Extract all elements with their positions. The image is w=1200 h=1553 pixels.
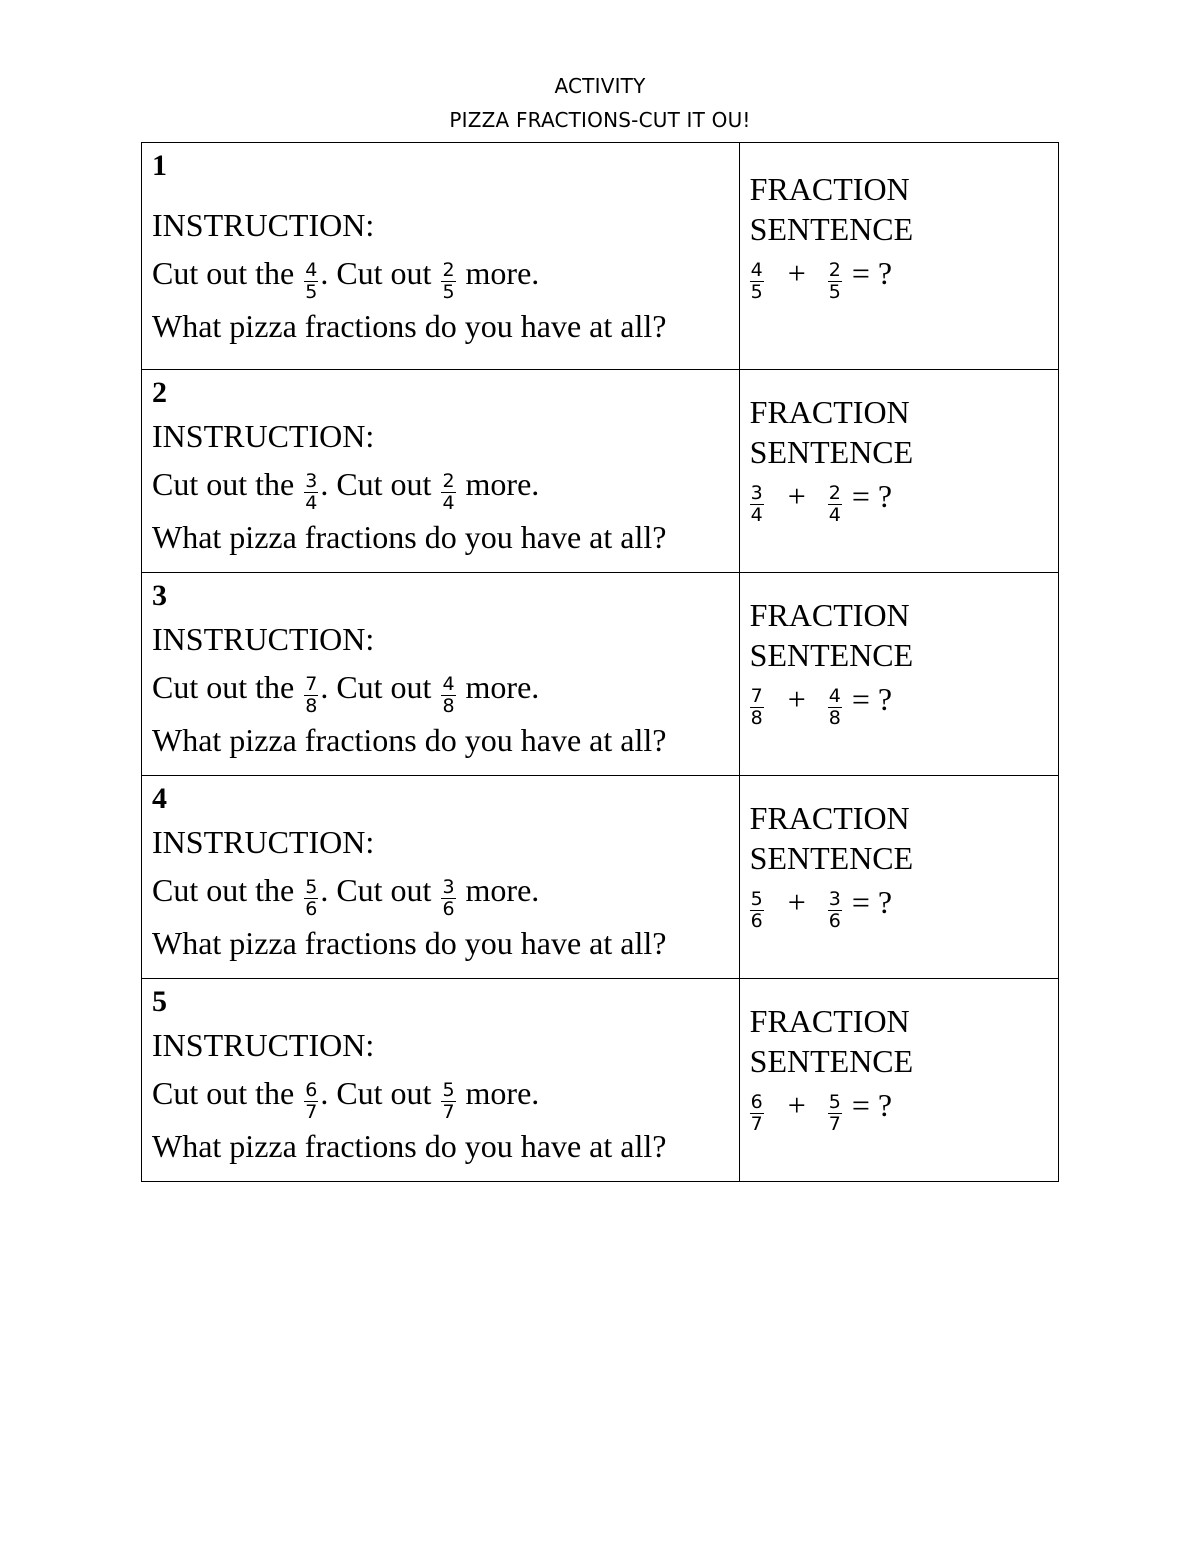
numerator: 3 [442,876,455,898]
fraction [304,472,318,513]
cut-out-the-text: Cut out the [152,872,295,908]
denominator: 7 [828,1113,841,1135]
denominator: 4 [442,492,455,514]
fraction [750,261,764,302]
fraction-equation [750,878,1048,931]
fraction [828,1093,842,1134]
more-text: more. [465,255,540,291]
sentence-heading: SENTENCE [749,840,914,876]
instruction-cell [142,143,740,370]
cut-out-text: . Cut out [320,466,432,502]
fraction [750,890,764,931]
numerator: 4 [828,685,841,707]
fraction [304,1081,318,1122]
item-number: 4 [152,782,167,815]
instruction-cell [142,979,740,1182]
plus-sign: + [787,478,806,514]
numerator: 5 [828,1091,841,1113]
more-text: more. [465,872,540,908]
fraction [304,878,318,919]
plus-sign: + [787,1087,806,1123]
fraction [828,890,842,931]
question-text: What pizza fractions do you have at all? [152,1128,667,1164]
fraction-sentence-cell [739,143,1058,370]
numerator: 6 [750,1091,763,1113]
numerator: 3 [750,482,763,504]
numerator: 2 [442,259,455,281]
instruction-label: INSTRUCTION: [152,621,375,657]
numerator: 4 [305,259,318,281]
numerator: 5 [750,888,763,910]
item-number: 2 [152,376,167,409]
fraction-sentence-cell [739,979,1058,1182]
sentence-heading: SENTENCE [749,637,914,673]
fraction-sentence-cell [739,573,1058,776]
instruction-text [152,249,729,302]
instruction-label: INSTRUCTION: [152,418,375,454]
instruction-text [152,460,729,513]
denominator: 4 [305,492,318,514]
cut-out-the-text: Cut out the [152,466,295,502]
denominator: 8 [750,707,763,729]
fraction [441,472,455,513]
equals-question: = ? [851,884,893,920]
item-number: 5 [152,985,167,1018]
cut-out-the-text: Cut out the [152,1075,295,1111]
numerator: 7 [750,685,763,707]
cut-out-text: . Cut out [320,255,432,291]
question-text: What pizza fractions do you have at all? [152,519,667,555]
denominator: 5 [828,281,841,303]
denominator: 6 [305,898,318,920]
denominator: 8 [442,695,455,717]
fraction [828,687,842,728]
equals-question: = ? [851,1087,893,1123]
fraction-equation [750,675,1048,728]
denominator: 4 [828,504,841,526]
numerator: 4 [750,259,763,281]
activity-row [142,143,1059,370]
numerator: 4 [442,673,455,695]
sentence-heading: SENTENCE [749,434,914,470]
sentence-heading: SENTENCE [749,211,914,247]
numerator: 2 [828,259,841,281]
fraction-equation [750,472,1048,525]
fraction-heading: FRACTION [749,597,910,633]
fraction [750,484,764,525]
activity-row [142,979,1059,1182]
fraction [304,261,318,302]
denominator: 6 [442,898,455,920]
fraction [750,1093,764,1134]
plus-sign: + [787,255,806,291]
equals-question: = ? [851,255,893,291]
instruction-cell [142,776,740,979]
fraction [828,261,842,302]
fraction [441,261,455,302]
numerator: 2 [828,482,841,504]
plus-sign: + [787,884,806,920]
more-text: more. [465,466,540,502]
denominator: 8 [305,695,318,717]
fraction-equation [750,249,1048,302]
fraction-heading: FRACTION [749,171,910,207]
numerator: 3 [305,470,318,492]
instruction-text [152,663,729,716]
fraction [441,1081,455,1122]
plus-sign: + [787,681,806,717]
cut-out-the-text: Cut out the [152,255,295,291]
cut-out-text: . Cut out [320,669,432,705]
fraction [441,675,455,716]
item-number: 1 [152,149,167,182]
activity-title: ACTIVITY [554,74,646,98]
numerator: 3 [828,888,841,910]
denominator: 5 [305,281,318,303]
instruction-cell [142,573,740,776]
fraction [304,675,318,716]
instruction-text [152,866,729,919]
activity-rows [142,143,1059,1182]
instruction-label: INSTRUCTION: [152,824,375,860]
numerator: 6 [305,1079,318,1101]
denominator: 8 [828,707,841,729]
equals-question: = ? [851,478,893,514]
question-text: What pizza fractions do you have at all? [152,722,667,758]
numerator: 7 [305,673,318,695]
numerator: 2 [442,470,455,492]
denominator: 7 [442,1101,455,1123]
instruction-label: INSTRUCTION: [152,1027,375,1063]
instruction-label: INSTRUCTION: [152,207,375,243]
question-text: What pizza fractions do you have at all? [152,925,667,961]
fraction [441,878,455,919]
activity-row [142,776,1059,979]
more-text: more. [465,1075,540,1111]
more-text: more. [465,669,540,705]
denominator: 6 [750,910,763,932]
activity-subtitle: PIZZA FRACTIONS-CUT IT OU! [449,108,751,132]
fraction-heading: FRACTION [749,800,910,836]
denominator: 4 [750,504,763,526]
fraction-sentence-cell [739,776,1058,979]
sentence-heading: SENTENCE [749,1043,914,1079]
denominator: 6 [828,910,841,932]
denominator: 5 [750,281,763,303]
activity-row [142,370,1059,573]
fraction [750,687,764,728]
cut-out-text: . Cut out [320,1075,432,1111]
fraction-heading: FRACTION [749,1003,910,1039]
item-number: 3 [152,579,167,612]
fraction [828,484,842,525]
activity-row [142,573,1059,776]
fraction-sentence-cell [739,370,1058,573]
cut-out-the-text: Cut out the [152,669,295,705]
instruction-cell [142,370,740,573]
fraction-heading: FRACTION [749,394,910,430]
activity-table [141,142,1059,1182]
denominator: 7 [305,1101,318,1123]
denominator: 7 [750,1113,763,1135]
cut-out-text: . Cut out [320,872,432,908]
question-text: What pizza fractions do you have at all? [152,308,667,344]
numerator: 5 [305,876,318,898]
instruction-text [152,1069,729,1122]
numerator: 5 [442,1079,455,1101]
denominator: 5 [442,281,455,303]
fraction-equation [750,1081,1048,1134]
equals-question: = ? [851,681,893,717]
